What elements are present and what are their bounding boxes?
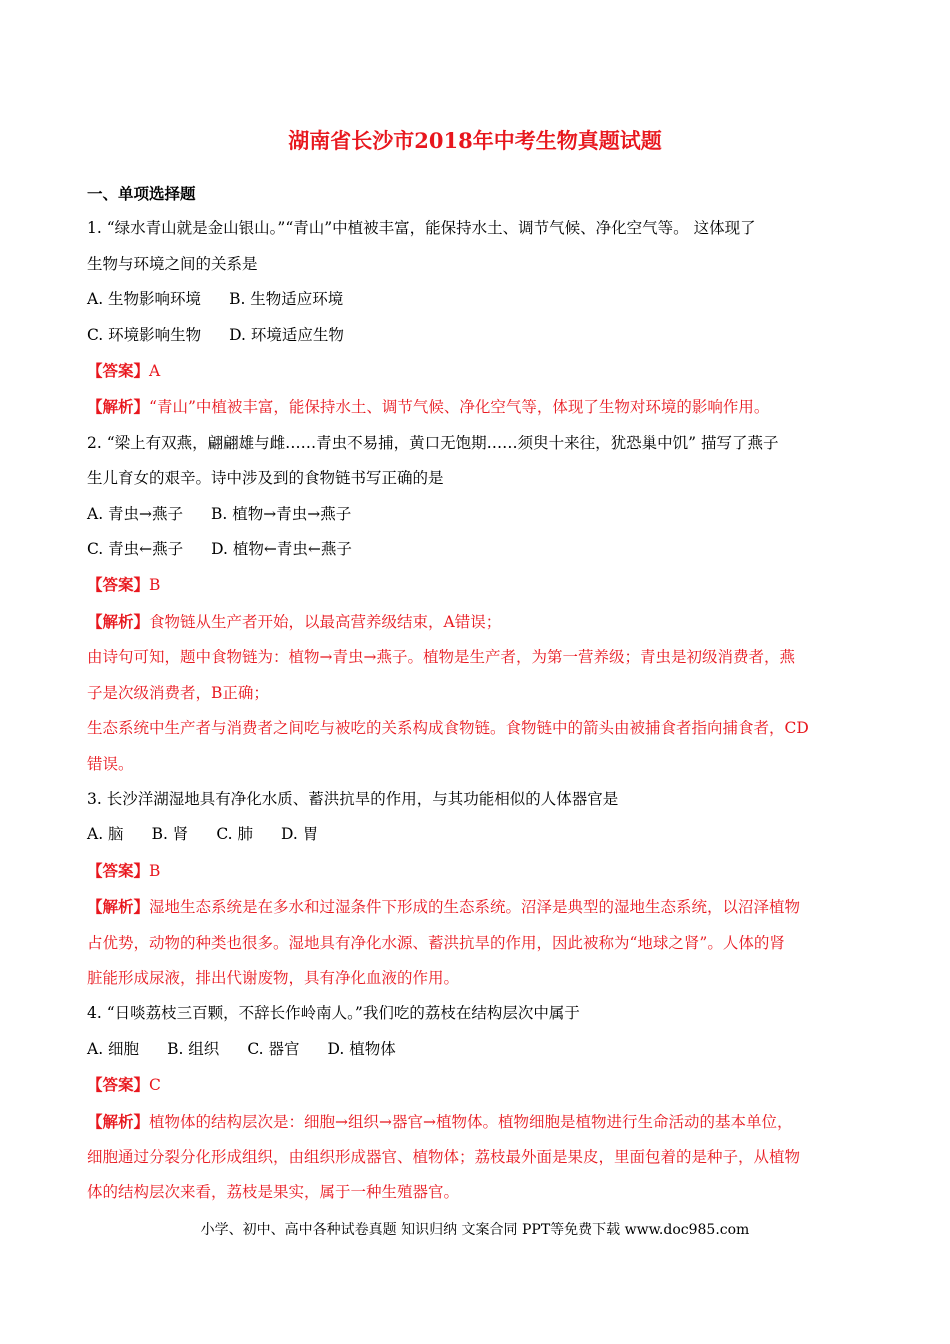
question-1-answer <box>87 353 867 389</box>
answer-value: C <box>149 1076 161 1095</box>
question-1-line-2: 生物与环境之间的关系是 <box>87 254 258 273</box>
question-1-option-c: C. 环境影响生物 <box>87 325 202 344</box>
analysis-text: 植物体的结构层次是：细胞→组织→器官→植物体。植物细胞是植物进行生命活动的基本单位， <box>149 1112 793 1131</box>
question-1-options-row-1 <box>87 282 867 317</box>
analysis-tag: 【解析】 <box>87 897 150 917</box>
document-body <box>87 176 867 1211</box>
answer-tag: 【答案】 <box>87 860 150 880</box>
question-1-option-b: B. 生物适应环境 <box>229 290 344 309</box>
question-2-option-c: C. 青虫←燕子 <box>87 540 184 559</box>
question-2-analysis-3a: 生态系统中生产者与消费者之间吃与被吃的关系构成食物链。食物链中的箭头由被捕食者指向捕食者，CD <box>87 719 809 738</box>
analysis-text: 食物链从生产者开始，以最高营养级结束，A错误； <box>149 612 502 631</box>
page-footer: 小学、初中、高中各种试卷真题 知识归纳 文案合同 PPT等免费下载 www.doc985.com <box>200 1222 750 1238</box>
question-1-options-row-2 <box>87 318 867 353</box>
question-3-line-1: 3. 长沙洋湖湿地具有净化水质、蓄洪抗旱的作用，与其功能相似的人体器官是 <box>87 789 619 808</box>
question-1-option-d: D. 环境适应生物 <box>229 325 344 344</box>
analysis-tag: 【解析】 <box>87 1111 150 1131</box>
question-4-analysis-b: 细胞通过分裂分化形成组织，由组织形成器官、植物体；荔枝最外面是果皮，里面包着的是种子，从植物 <box>87 1147 801 1166</box>
question-3-analysis-b: 占优势，动物的种类也很多。湿地具有净化水源、蓄洪抗旱的作用，因此被称为“地球之肾”。人体的肾 <box>87 933 785 952</box>
question-3-analysis-a <box>87 889 867 925</box>
question-3-option-b: B. 肾 <box>151 825 189 844</box>
question-2-option-a: A. 青虫→燕子 <box>87 504 184 523</box>
question-3-option-a: A. 脑 <box>87 825 124 844</box>
question-4-option-a: A. 细胞 <box>87 1039 140 1058</box>
question-1-line-1: 1. “绿水青山就是金山银山。”“青山”中植被丰富，能保持水土、调节气候、净化空气等。 这体现了 <box>87 219 756 238</box>
analysis-tag: 【解析】 <box>87 397 150 417</box>
question-3-analysis-c: 脏能形成尿液，排出代谢废物，具有净化血液的作用。 <box>87 968 460 987</box>
page-title: 湖南省长沙市2018年中考生物真题试题 <box>288 128 662 153</box>
question-4-analysis-c: 体的结构层次来看，荔枝是果实，属于一种生殖器官。 <box>87 1183 460 1202</box>
question-2-line-1: 2. “梁上有双燕，翩翩雄与雌……青虫不易捕，黄口无饱期……须臾十来往，犹恐巢中饥” 描写了燕子 <box>87 433 779 452</box>
answer-value: B <box>149 861 161 880</box>
question-4-option-d: D. 植物体 <box>327 1039 396 1058</box>
question-4-option-c: C. 器官 <box>247 1039 300 1058</box>
question-4-option-b: B. 组织 <box>167 1039 220 1058</box>
question-2-analysis-2a: 由诗句可知，题中食物链为：植物→青虫→燕子。植物是生产者，为第一营养级；青虫是初级消费者，燕 <box>87 648 795 667</box>
analysis-tag: 【解析】 <box>87 611 150 631</box>
question-4-options <box>87 1032 867 1067</box>
question-3-options <box>87 817 867 852</box>
answer-tag: 【答案】 <box>87 575 150 595</box>
question-2-option-d: D. 植物←青虫←燕子 <box>211 540 352 559</box>
question-2-options-row-2 <box>87 532 867 567</box>
answer-tag: 【答案】 <box>87 361 150 381</box>
question-4-analysis-a <box>87 1104 867 1140</box>
question-3-option-c: C. 肺 <box>216 825 253 844</box>
analysis-text: “青山”中植被丰富，能保持水土、调节气候、净化空气等，体现了生物对环境的影响作用。 <box>149 398 770 417</box>
answer-value: A <box>149 362 161 381</box>
question-4-answer <box>87 1067 867 1103</box>
question-3-answer <box>87 853 867 889</box>
analysis-text: 湿地生态系统是在多水和过湿条件下形成的生态系统。沼泽是典型的湿地生态系统，以沼泽植物 <box>149 898 801 917</box>
question-1-option-a: A. 生物影响环境 <box>87 290 202 309</box>
question-4-line-1: 4. “日啖荔枝三百颗，不辞长作岭南人。”我们吃的荔枝在结构层次中属于 <box>87 1004 580 1023</box>
question-2-analysis-1 <box>87 604 867 640</box>
question-2-analysis-3b: 错误。 <box>87 754 134 773</box>
section-heading: 一、单项选择题 <box>87 184 196 203</box>
question-2-options-row-1 <box>87 497 867 532</box>
answer-tag: 【答案】 <box>87 1075 150 1095</box>
question-2-option-b: B. 植物→青虫→燕子 <box>211 504 352 523</box>
question-3-option-d: D. 胃 <box>280 825 319 844</box>
question-1-analysis <box>87 389 867 425</box>
question-2-line-2: 生儿育女的艰辛。诗中涉及到的食物链书写正确的是 <box>87 469 444 488</box>
answer-value: B <box>149 576 161 595</box>
question-2-analysis-2b: 子是次级消费者，B正确； <box>87 683 269 702</box>
question-2-answer <box>87 567 867 603</box>
